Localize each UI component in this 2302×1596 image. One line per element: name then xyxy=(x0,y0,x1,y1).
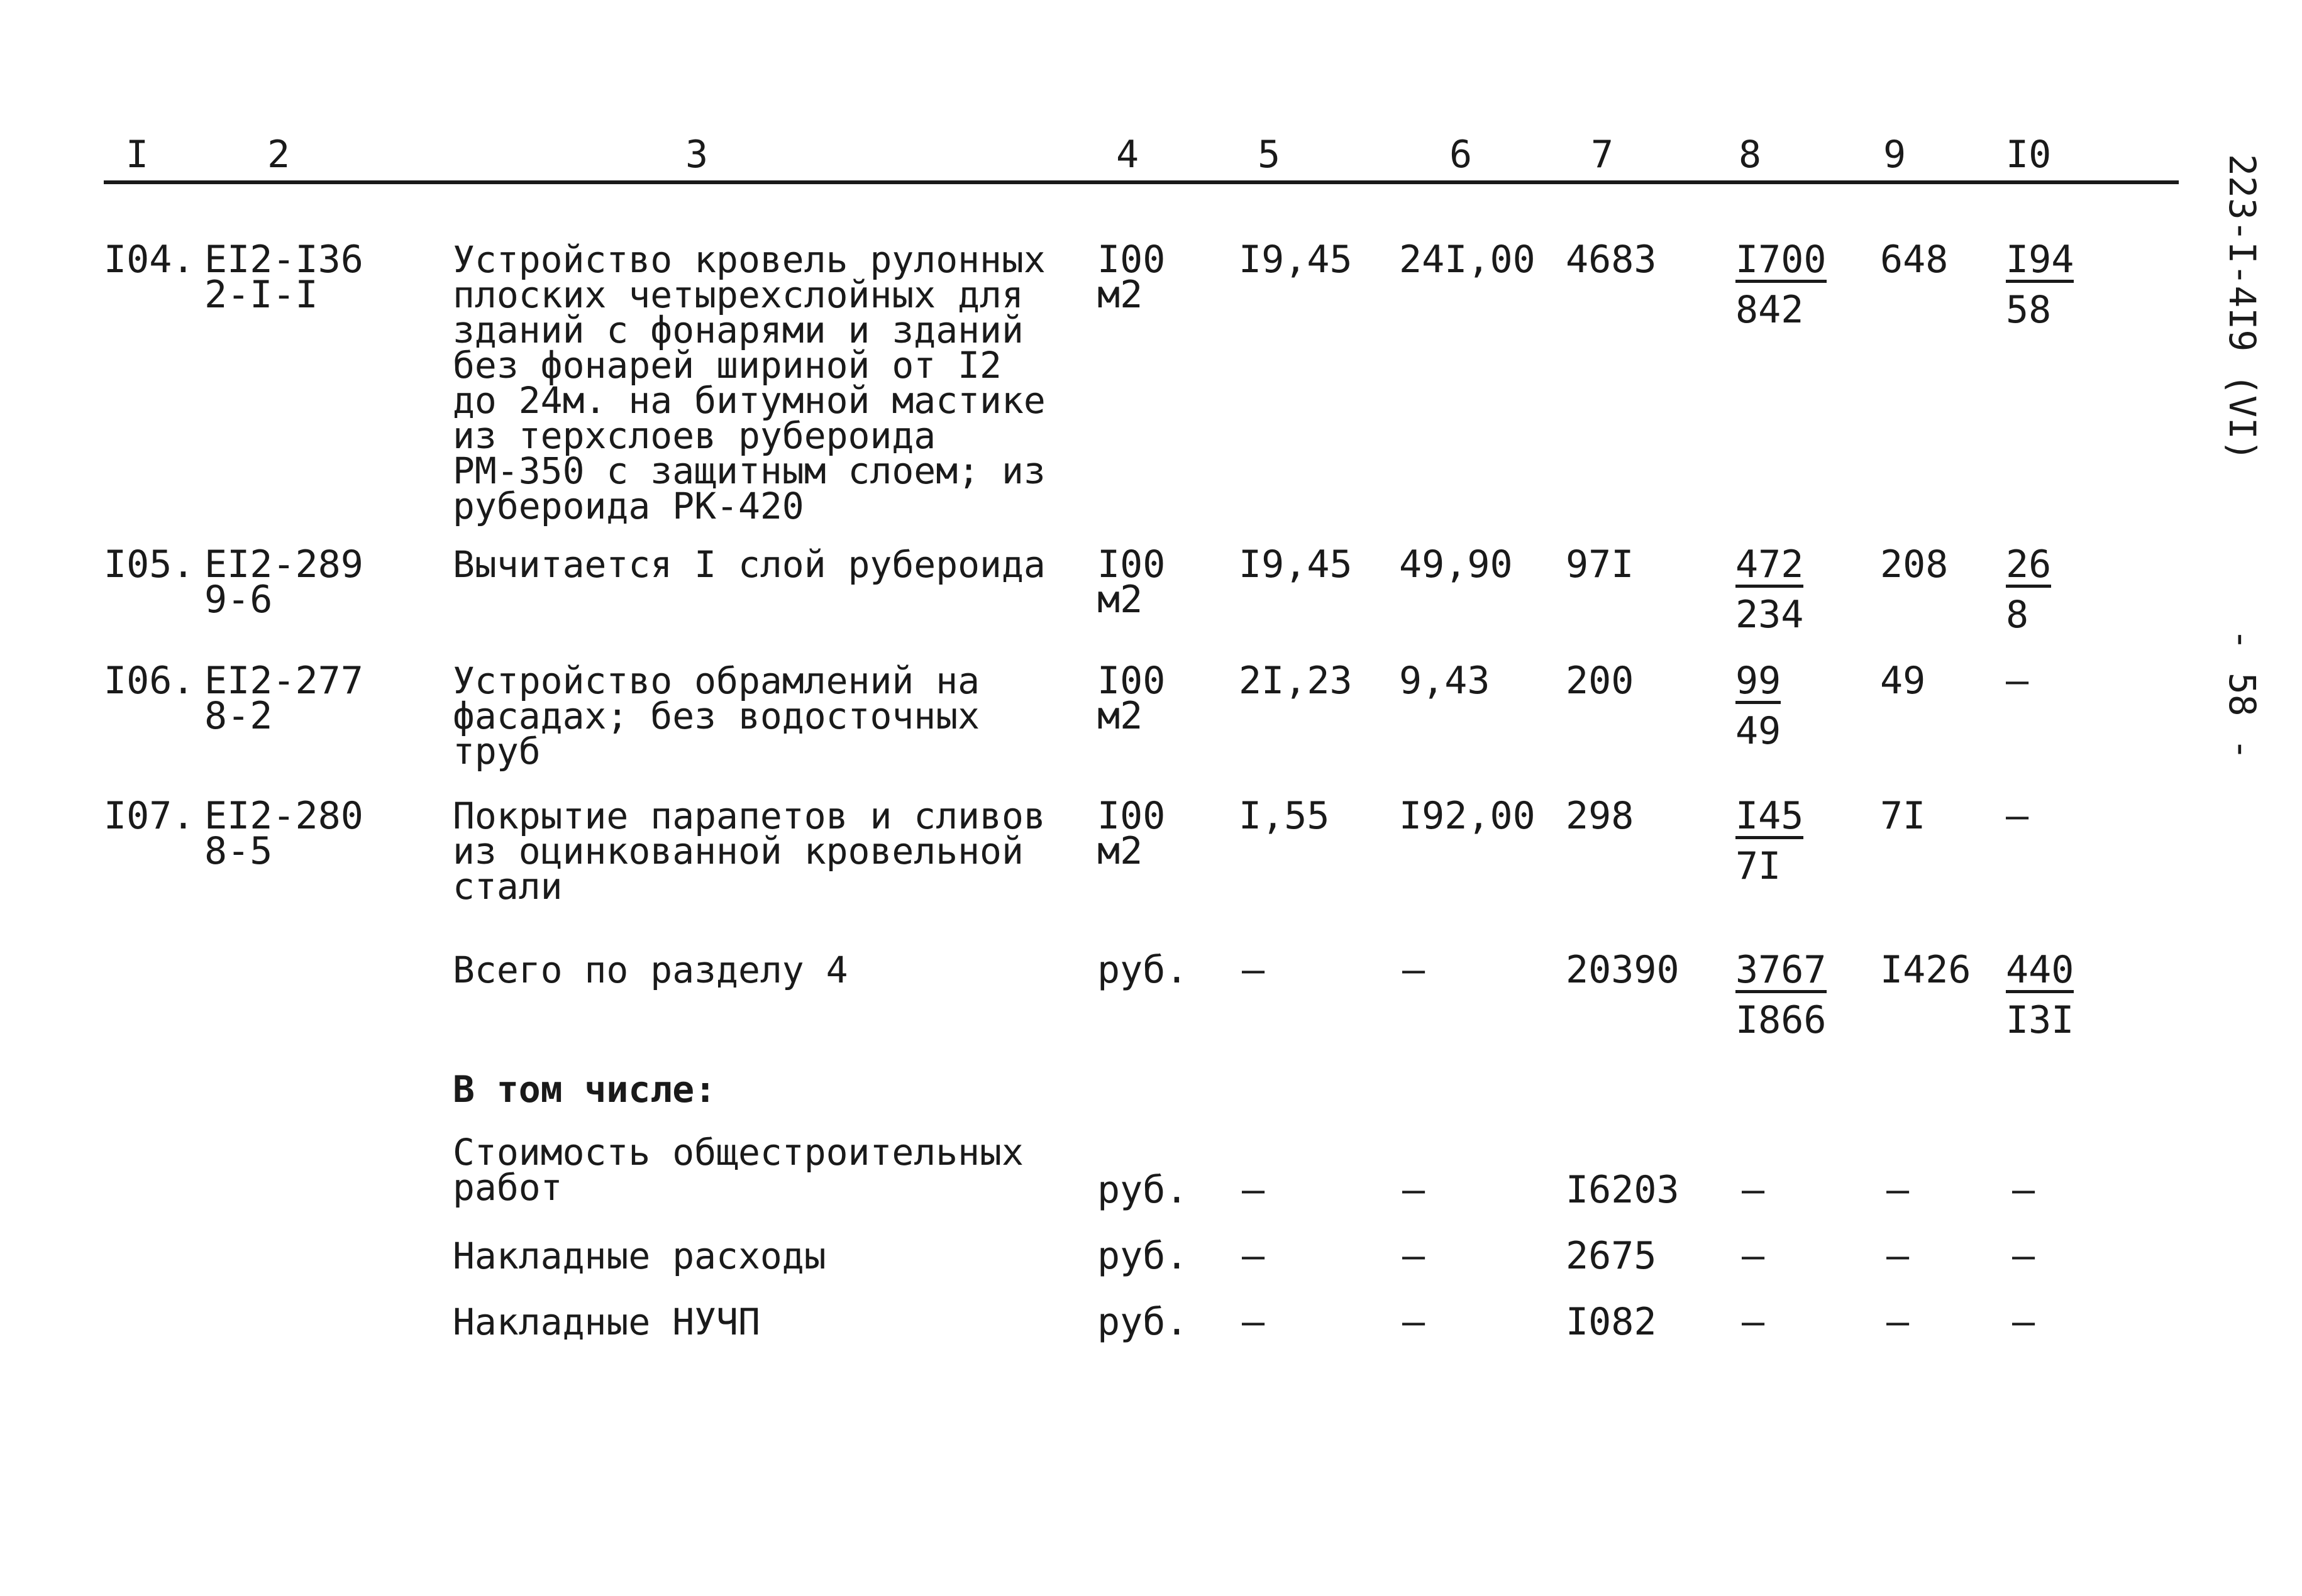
machines: 648 xyxy=(1880,238,1949,282)
total-cost: 20390 xyxy=(1566,948,1679,992)
breakdown-label: Накладные НУЧП xyxy=(453,1301,760,1343)
row-number: I06. xyxy=(104,659,195,703)
unit: I00 м2 xyxy=(1097,794,1166,873)
unit-price: – xyxy=(1402,948,1425,992)
total-cost: I082 xyxy=(1566,1300,1657,1344)
col10-dash: – xyxy=(2006,659,2029,703)
rate-code: EI2-I36 2-I-I xyxy=(204,238,363,317)
quantity: – xyxy=(1242,1168,1265,1212)
unit-price: – xyxy=(1402,1234,1425,1278)
page-number: - 58 - xyxy=(2221,629,2264,761)
quantity: – xyxy=(1242,948,1265,992)
total-cost: 2675 xyxy=(1566,1234,1657,1278)
quantity: I9,45 xyxy=(1239,542,1353,586)
quantity: I,55 xyxy=(1239,794,1330,838)
machines: 49 xyxy=(1880,659,1926,703)
quantity: I9,45 xyxy=(1239,238,1353,282)
col10: – xyxy=(2012,1168,2035,1212)
unit-price: I92,00 xyxy=(1399,794,1536,838)
unit: руб. xyxy=(1097,1300,1188,1344)
header-rule xyxy=(104,180,2179,184)
rate-code: EI2-280 8-5 xyxy=(204,794,363,873)
row-number: I07. xyxy=(104,794,195,838)
col-header-8: 8 xyxy=(1739,133,1762,177)
wages-bottom: 49 xyxy=(1735,709,1781,753)
unit: руб. xyxy=(1097,1168,1188,1212)
quantity: 2I,23 xyxy=(1239,659,1353,703)
unit-price: – xyxy=(1402,1300,1425,1344)
wages-top: 99 xyxy=(1735,659,1781,703)
wages-top: I700 xyxy=(1735,238,1827,282)
col10: – xyxy=(2012,1300,2035,1344)
col10-top: 440 xyxy=(2006,948,2074,992)
total-cost: 298 xyxy=(1566,794,1634,838)
row-number: I04. xyxy=(104,238,195,282)
col-header-2: 2 xyxy=(267,133,291,177)
total-cost: I6203 xyxy=(1566,1168,1679,1212)
unit-price: – xyxy=(1402,1168,1425,1212)
unit: I00 м2 xyxy=(1097,542,1166,622)
col-header-9: 9 xyxy=(1883,133,1906,177)
col10-bottom: 8 xyxy=(2006,593,2029,637)
total-cost: 200 xyxy=(1566,659,1634,703)
unit: I00 м2 xyxy=(1097,659,1166,738)
col10-bottom: I3I xyxy=(2006,998,2074,1042)
machines: – xyxy=(1886,1168,1910,1212)
breakdown-label: Стоимость общестроительных работ xyxy=(453,1131,1024,1209)
wages-bottom: I866 xyxy=(1735,998,1827,1042)
quantity: – xyxy=(1242,1234,1265,1278)
col-header-6: 6 xyxy=(1449,133,1473,177)
machines: – xyxy=(1886,1234,1910,1278)
work-description: Вычитается I слой рубероида xyxy=(453,543,1046,586)
unit-price: 24I,00 xyxy=(1399,238,1536,282)
rate-code: EI2-277 8-2 xyxy=(204,659,363,738)
col10-top: 26 xyxy=(2006,542,2052,586)
wages-top: I45 xyxy=(1735,794,1804,838)
wages: – xyxy=(1742,1168,1765,1212)
unit-price: 49,90 xyxy=(1399,542,1513,586)
wages-top: 472 xyxy=(1735,542,1804,586)
machines: 208 xyxy=(1880,542,1949,586)
work-description: Покрытие парапетов и сливов из оцинкованной кровельной стали xyxy=(453,795,1046,908)
wages: – xyxy=(1742,1234,1765,1278)
col10-dash: – xyxy=(2006,794,2029,838)
col-header-7: 7 xyxy=(1591,133,1614,177)
unit-price: 9,43 xyxy=(1399,659,1490,703)
wages: – xyxy=(1742,1300,1765,1344)
col-header-5: 5 xyxy=(1258,133,1281,177)
col10: – xyxy=(2012,1234,2035,1278)
col10-bottom: 58 xyxy=(2006,288,2052,332)
machines: 7I xyxy=(1880,794,1926,838)
col-header-3: 3 xyxy=(685,133,709,177)
including-heading: В том числе: xyxy=(453,1068,717,1111)
machines: I426 xyxy=(1880,948,1971,992)
rate-code: EI2-289 9-6 xyxy=(204,542,363,622)
total-label: Всего по разделу 4 xyxy=(453,949,848,991)
machines: – xyxy=(1886,1300,1910,1344)
document-code: 223-I-4I9 (VI) xyxy=(2221,154,2264,461)
work-description: Устройство обрамлений на фасадах; без водосточных труб xyxy=(453,659,980,773)
wages-bottom: 7I xyxy=(1735,844,1781,888)
unit: руб. xyxy=(1097,948,1188,992)
work-description: Устройство кровель рулонных плоских четырехслойных для зданий с фонарями и зданий без фонарей шириной от I2 до 24м. на битумной мастике из терхслоев рубероида РМ-350 с защитным слоем; из рубероида РК-420 xyxy=(453,238,1046,527)
row-number: I05. xyxy=(104,542,195,586)
total-cost: 4683 xyxy=(1566,238,1657,282)
unit: I00 м2 xyxy=(1097,238,1166,317)
col-header-10: I0 xyxy=(2006,133,2052,177)
quantity: – xyxy=(1242,1300,1265,1344)
col10-top: I94 xyxy=(2006,238,2074,282)
col-header-4: 4 xyxy=(1116,133,1139,177)
wages-top: 3767 xyxy=(1735,948,1827,992)
unit: руб. xyxy=(1097,1234,1188,1278)
col-header-1: I xyxy=(126,133,149,177)
total-cost: 97I xyxy=(1566,542,1634,586)
wages-bottom: 234 xyxy=(1735,593,1804,637)
wages-bottom: 842 xyxy=(1735,288,1804,332)
breakdown-label: Накладные расходы xyxy=(453,1235,826,1277)
